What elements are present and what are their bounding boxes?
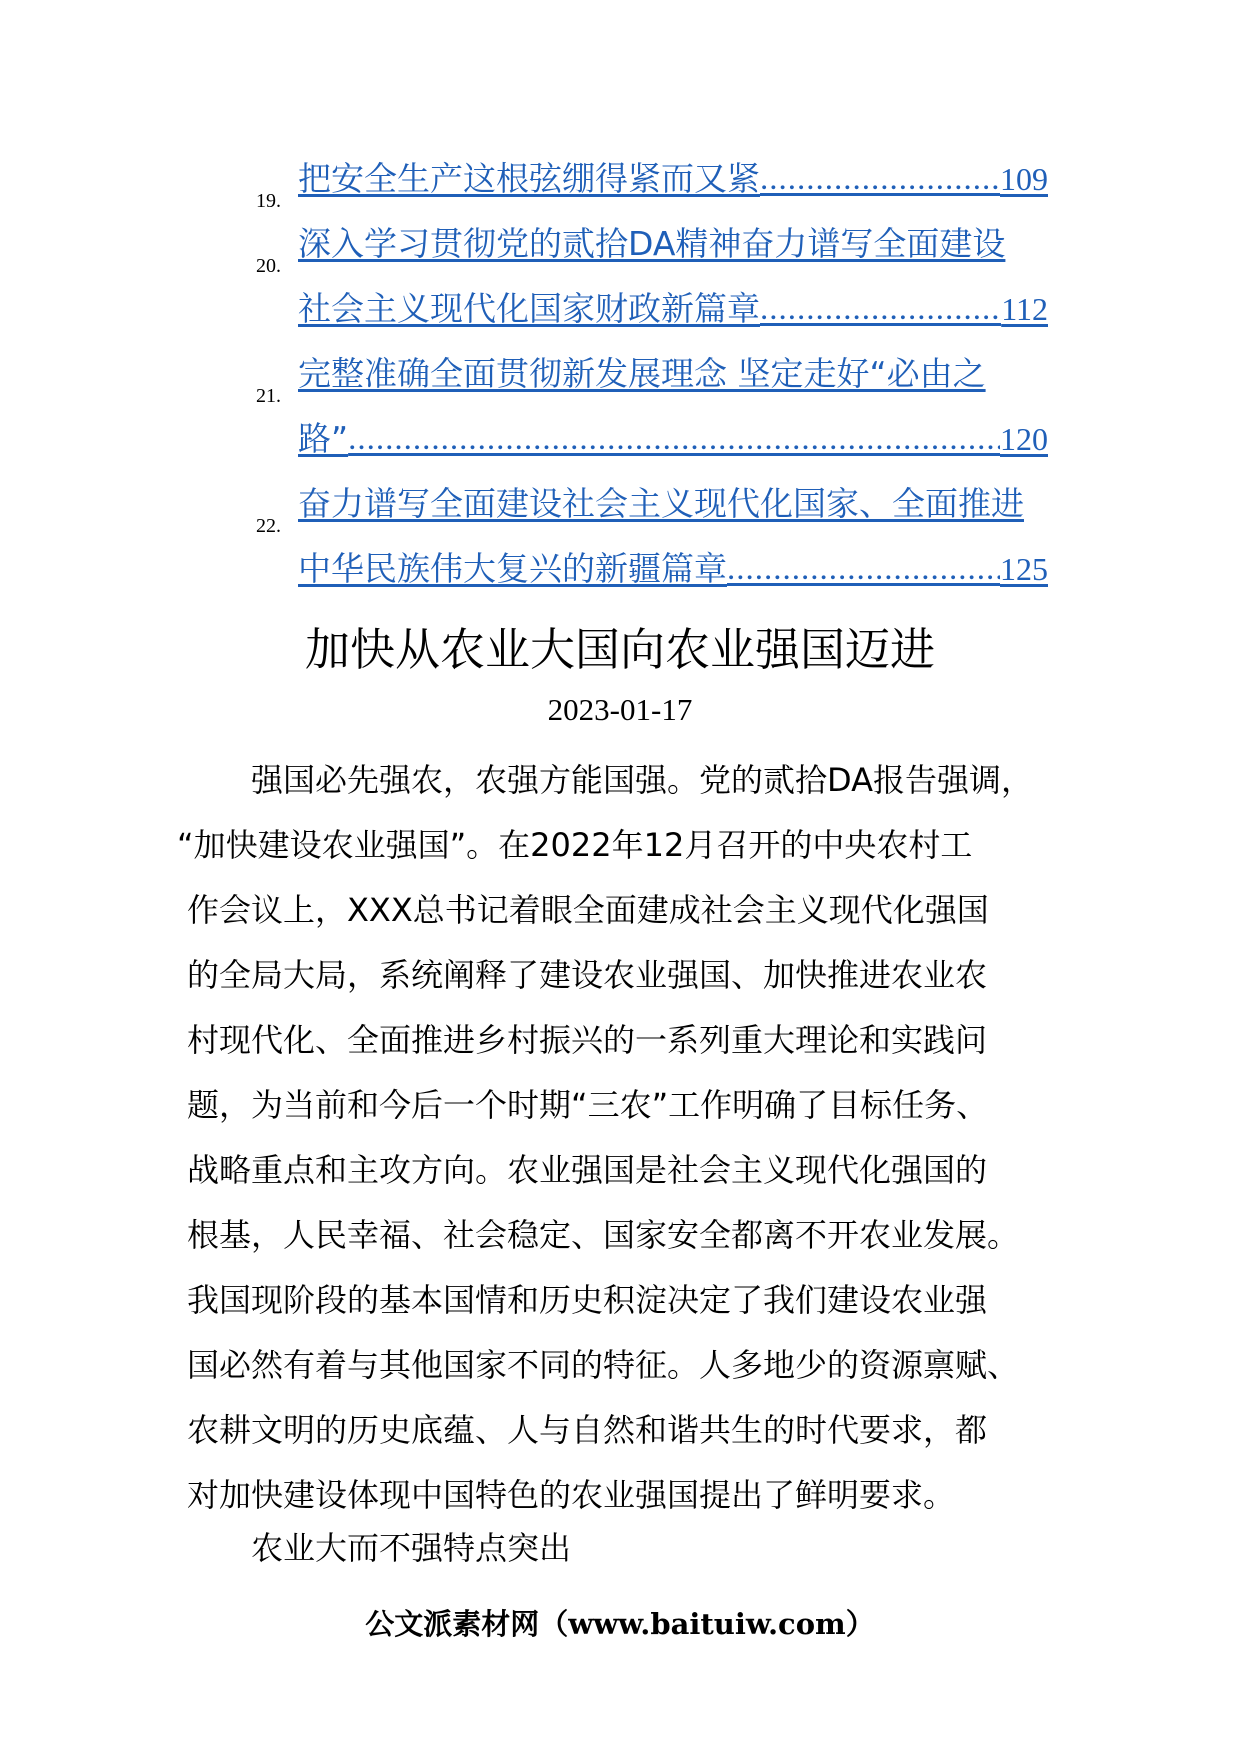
body-line: 的全局大局，系统阐释了建设农业强国、加快推进农业农 <box>187 956 988 994</box>
toc-entry-link[interactable] <box>298 475 1048 525</box>
toc-entry-link-continued[interactable] <box>298 540 1048 590</box>
body-line: 题，为当前和今后一个时期“三农”工作明确了目标任务、 <box>187 1086 989 1124</box>
toc-entry-link[interactable] <box>298 150 1048 200</box>
toc-leader-dots <box>760 158 1000 200</box>
body-line: 作会议上，XXX总书记着眼全面建成社会主义现代化强国 <box>187 891 989 929</box>
body-line: 国必然有着与其他国家不同的特征。人多地少的资源禀赋、 <box>187 1346 1020 1384</box>
toc-entry-link[interactable] <box>298 215 1048 265</box>
article-body <box>177 748 1087 1567</box>
toc-leader-dots <box>727 548 1000 590</box>
body-line: 战略重点和主攻方向。农业强国是社会主义现代化强国的 <box>187 1151 988 1189</box>
article-title: 加快从农业大国向农业强国迈进 <box>304 623 935 676</box>
toc-page-number: 125 <box>1000 551 1048 587</box>
body-line: 村现代化、全面推进乡村振兴的一系列重大理论和实践问 <box>187 1021 988 1059</box>
site-footer-watermark: 公文派素材网（www.baituiw.com） <box>365 1607 875 1641</box>
body-line: 农耕文明的历史底蕴、人与自然和谐共生的时代要求，都 <box>187 1411 988 1449</box>
body-line: 我国现阶段的基本国情和历史积淀决定了我们建设农业强 <box>187 1281 988 1319</box>
toc-entry-title: 奋力谱写全面建设社会主义现代化国家、全面推进 <box>298 484 1024 523</box>
toc-entry-title: 把安全生产这根弦绷得紧而又紧 <box>298 159 760 198</box>
toc-entry-number: 19. <box>256 190 281 212</box>
toc-entry-title: 完整准确全面贯彻新发展理念 坚定走好“必由之 <box>298 354 986 393</box>
toc-entry-title: 路” <box>298 419 349 458</box>
body-line: “加快建设农业强国”。在2022年12月召开的中央农村工 <box>177 826 973 864</box>
body-line: 强国必先强农，农强方能国强。党的贰拾DA报告强调， <box>251 761 1033 799</box>
toc-entry-title: 深入学习贯彻党的贰拾DA精神奋力谱写全面建设 <box>298 224 1006 263</box>
toc-page-number: 112 <box>1001 291 1048 327</box>
toc-entry-link[interactable] <box>298 345 1048 395</box>
toc-leader-dots <box>348 418 1000 460</box>
toc-entry-link-continued[interactable] <box>298 280 1048 330</box>
body-line: 对加快建设体现中国特色的农业强国提出了鲜明要求。 <box>187 1476 956 1514</box>
toc-entry-title: 中华民族伟大复兴的新疆篇章 <box>298 549 727 588</box>
section-subheading: 农业大而不强特点突出 <box>251 1529 572 1567</box>
toc-entry-title: 社会主义现代化国家财政新篇章 <box>298 289 760 328</box>
toc-entry-link-continued[interactable] <box>298 410 1048 460</box>
toc-leader-dots <box>760 288 1001 330</box>
toc-page-number: 109 <box>1000 161 1048 197</box>
toc-page-number: 120 <box>1000 421 1048 457</box>
toc-entry-number: 22. <box>256 515 281 537</box>
body-line: 根基，人民幸福、社会稳定、国家安全都离不开农业发展。 <box>187 1216 1020 1254</box>
toc-entry-number: 21. <box>256 385 281 407</box>
toc-entry-number: 20. <box>256 255 281 277</box>
article-date: 2023-01-17 <box>547 692 693 727</box>
